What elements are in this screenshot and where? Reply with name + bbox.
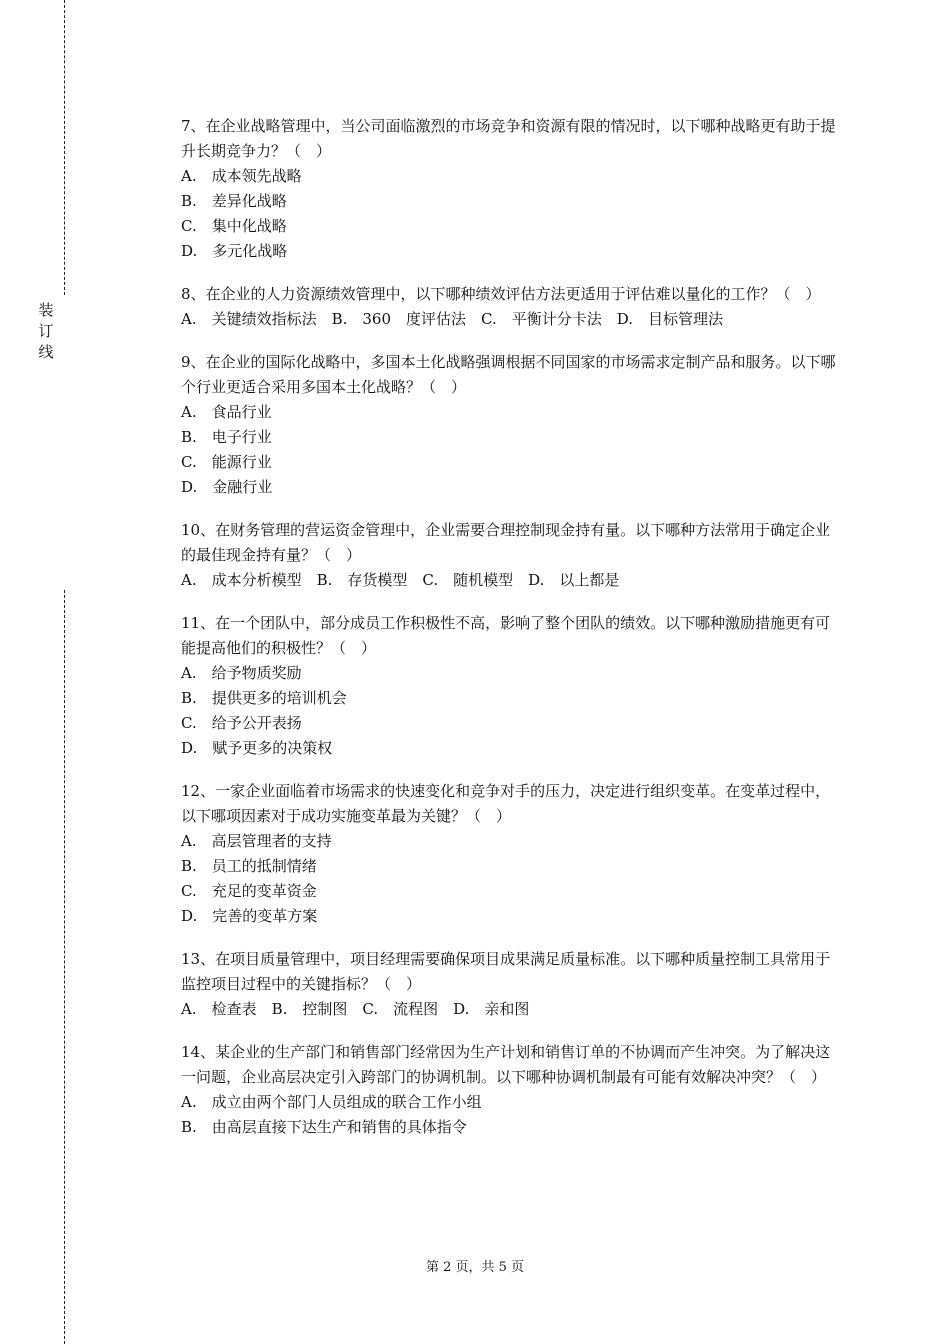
option: B. 提供更多的培训机会 (181, 689, 347, 707)
option: B. 由高层直接下达生产和销售的具体指令 (181, 1118, 467, 1136)
option: B. 电子行业 (181, 428, 272, 446)
option: D. 赋予更多的决策权 (181, 739, 333, 757)
question-text: 10、在财务管理的营运资金管理中，企业需要合理控制现金持有量。以下哪种方法常用于确定企业的最佳现金持有量？（ ） (181, 521, 831, 564)
question-text: 14、某企业的生产部门和销售部门经常因为生产计划和销售订单的不协调而产生冲突。为了解决这一问题，企业高层决定引入跨部门的协调机制。以下哪种协调机制最有可能有效解决冲突？（ ） (181, 1043, 831, 1086)
question-text: 9、在企业的国际化战略中，多国本土化战略强调根据不同国家的市场需求定制产品和服务。以下哪个行业更适合采用多国本土化战略？（ ） (181, 353, 836, 396)
binding-dashed-line-bottom (64, 590, 65, 1344)
option-line: A. 检查表 B. 控制图 C. 流程图 D. 亲和图 (181, 1000, 530, 1018)
option-line: A. 成本分析模型 B. 存货模型 C. 随机模型 D. 以上都是 (181, 571, 620, 589)
option: D. 金融行业 (181, 478, 273, 496)
option-line: A. 关键绩效指标法 B. 360 度评估法 C. 平衡计分卡法 D. 目标管理法 (181, 310, 723, 328)
option: B. 员工的抵制情绪 (181, 857, 317, 875)
option: C. 充足的变革资金 (181, 882, 317, 900)
question-13 (181, 947, 841, 1022)
option: C. 能源行业 (181, 453, 272, 471)
question-text: 13、在项目质量管理中，项目经理需要确保项目成果满足质量标准。以下哪种质量控制工具常用于监控项目过程中的关键指标？（ ） (181, 950, 831, 993)
question-14 (181, 1040, 841, 1140)
binding-char: 订 (38, 322, 54, 340)
binding-dashed-line-top (64, 0, 65, 295)
page-number: 第 2 页，共 5 页 (425, 1260, 525, 1275)
option: A. 给予物质奖励 (181, 664, 302, 682)
option: C. 给予公开表扬 (181, 714, 302, 732)
binding-label (36, 300, 56, 363)
option: A. 高层管理者的支持 (181, 832, 332, 850)
question-text: 11、在一个团队中，部分成员工作积极性不高，影响了整个团队的绩效。以下哪种激励措施更有可能提高他们的积极性？（ ） (181, 614, 831, 657)
binding-char: 装 (38, 301, 54, 319)
question-10 (181, 518, 841, 593)
option: B. 差异化战略 (181, 192, 287, 210)
question-text: 7、在企业战略管理中，当公司面临激烈的市场竞争和资源有限的情况时，以下哪种战略更有助于提升长期竞争力？（ ） (181, 117, 836, 160)
option: D. 完善的变革方案 (181, 907, 318, 925)
option: A. 成立由两个部门人员组成的联合工作小组 (181, 1093, 482, 1111)
question-12 (181, 779, 841, 929)
question-11 (181, 611, 841, 761)
option: A. 食品行业 (181, 403, 272, 421)
question-text: 12、一家企业面临着市场需求的快速变化和竞争对手的压力，决定进行组织变革。在变革过程中，以下哪项因素对于成功实施变革最为关键？（ ） (181, 782, 831, 825)
option: C. 集中化战略 (181, 217, 287, 235)
question-list (181, 114, 841, 1158)
question-8 (181, 282, 841, 332)
binding-char: 线 (38, 343, 54, 361)
question-7 (181, 114, 841, 264)
question-text: 8、在企业的人力资源绩效管理中，以下哪种绩效评估方法更适用于评估难以量化的工作？（ ） (181, 285, 821, 303)
option: D. 多元化战略 (181, 242, 288, 260)
option: A. 成本领先战略 (181, 167, 302, 185)
question-9 (181, 350, 841, 500)
